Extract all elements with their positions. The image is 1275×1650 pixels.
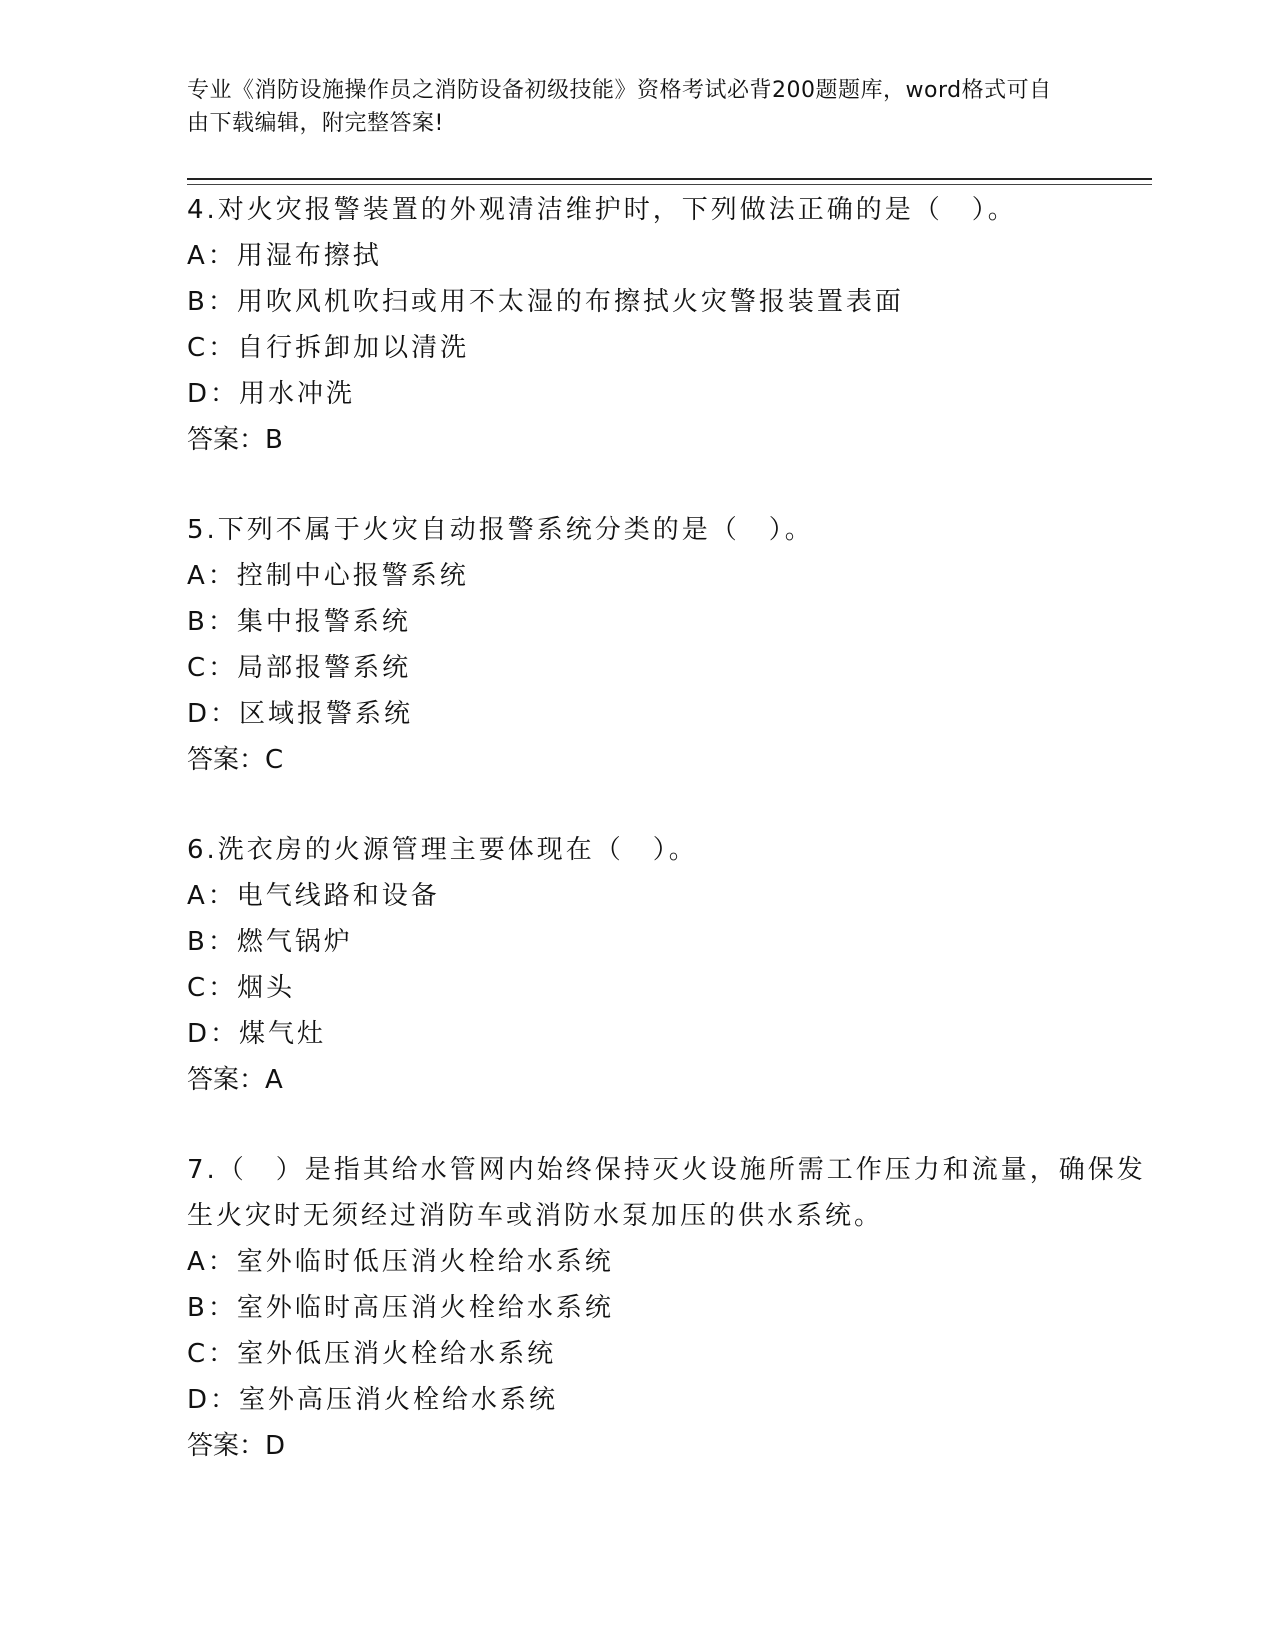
option-b: B：用吹风机吹扫或用不太湿的布擦拭火灾警报装置表面 <box>187 287 904 317</box>
option-b: B：室外临时高压消火栓给水系统 <box>187 1293 614 1323</box>
question-7 <box>187 1147 1147 1469</box>
question-stem: 4.对火灾报警装置的外观清洁维护时，下列做法正确的是（ ）。 <box>187 195 1017 225</box>
option-d: D：用水冲洗 <box>187 379 356 409</box>
option-c: C：自行拆卸加以清洗 <box>187 333 470 363</box>
answer: 答案：A <box>187 1065 283 1095</box>
question-stem: 5.下列不属于火灾自动报警系统分类的是（ ）。 <box>187 515 814 545</box>
option-d: D：区域报警系统 <box>187 699 414 729</box>
question-6 <box>187 827 1147 1103</box>
option-d: D：煤气灶 <box>187 1019 327 1049</box>
question-stem: 6.洗衣房的火源管理主要体现在（ ）。 <box>187 835 698 865</box>
option-a: A：用湿布擦拭 <box>187 241 382 271</box>
header-divider-thin <box>187 184 1152 185</box>
option-a: A：电气线路和设备 <box>187 881 440 911</box>
question-5 <box>187 507 1147 783</box>
option-a: A：控制中心报警系统 <box>187 561 469 591</box>
option-c: C：局部报警系统 <box>187 653 412 683</box>
answer: 答案：C <box>187 745 284 775</box>
question-list <box>187 187 1147 1513</box>
option-c: C：烟头 <box>187 973 296 1003</box>
option-c: C：室外低压消火栓给水系统 <box>187 1339 557 1369</box>
option-d: D：室外高压消火栓给水系统 <box>187 1385 559 1415</box>
header-divider-thick <box>187 178 1152 180</box>
header-text: 专业《消防设施操作员之消防设备初级技能》资格考试必背200题题库，word格式可自由下载编辑，附完整答案! <box>187 78 1052 136</box>
option-b: B：燃气锅炉 <box>187 927 353 957</box>
document-header <box>187 74 1067 140</box>
question-stem: 7.（ ）是指其给水管网内始终保持灭火设施所需工作压力和流量，确保发生火灾时无须经过消防车或消防水泵加压的供水系统。 <box>187 1155 1146 1231</box>
option-a: A：室外临时低压消火栓给水系统 <box>187 1247 614 1277</box>
answer: 答案：D <box>187 1431 286 1461</box>
question-4 <box>187 187 1147 463</box>
option-b: B：集中报警系统 <box>187 607 411 637</box>
answer: 答案：B <box>187 425 283 455</box>
